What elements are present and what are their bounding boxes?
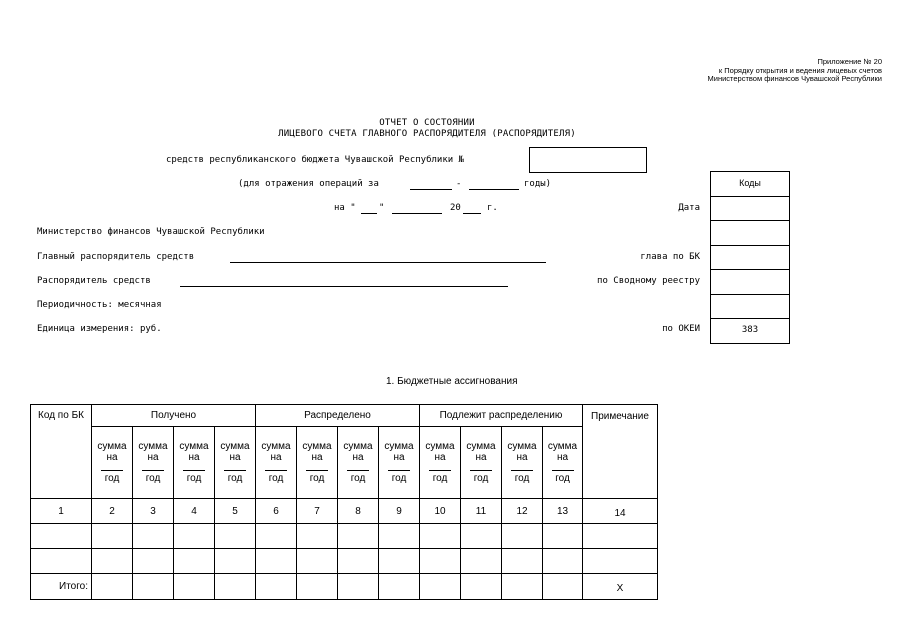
col-number: 5 xyxy=(215,499,256,524)
date-year-prefix: 20 xyxy=(450,203,461,213)
codes-empty-cell[interactable] xyxy=(711,221,789,246)
col-number: 1 xyxy=(31,499,92,524)
unit-label: Единица измерения: руб. xyxy=(37,324,162,334)
date-day-field[interactable] xyxy=(361,203,377,214)
table-cell[interactable] xyxy=(133,524,174,549)
date-prefix: на " xyxy=(334,203,356,213)
table-cell[interactable] xyxy=(379,549,420,574)
sub-header-6: сумма на год xyxy=(256,427,297,499)
sub-header-8: сумма на год xyxy=(338,427,379,499)
col-number: 11 xyxy=(461,499,502,524)
col-number: 7 xyxy=(297,499,338,524)
appendix-note xyxy=(708,58,882,84)
table-cell[interactable] xyxy=(92,574,133,600)
table-cell[interactable] xyxy=(543,524,583,549)
codes-registry-cell[interactable] xyxy=(711,270,789,295)
sub-header-12: сумма на год xyxy=(502,427,543,499)
group-received: Получено xyxy=(92,405,256,427)
group-to-distribute: Подлежит распределению xyxy=(420,405,583,427)
sub-header-4: сумма на год xyxy=(174,427,215,499)
table-cell[interactable] xyxy=(31,524,92,549)
manager-label: Распорядитель средств xyxy=(37,276,151,286)
date-year-field[interactable] xyxy=(463,203,481,214)
main-manager-field[interactable] xyxy=(230,252,546,263)
table-cell[interactable] xyxy=(174,524,215,549)
col-number: 2 xyxy=(92,499,133,524)
codes-header: Коды xyxy=(711,172,789,197)
title-line-1: ОТЧЕТ О СОСТОЯНИИ xyxy=(379,118,475,128)
column-number-row xyxy=(31,499,658,524)
period-dash: - xyxy=(456,179,462,189)
table-cell[interactable] xyxy=(461,574,502,600)
table-cell[interactable] xyxy=(543,549,583,574)
sub-header-9: сумма на год xyxy=(379,427,420,499)
table-cell[interactable] xyxy=(297,549,338,574)
codes-okei-label: по ОКЕИ xyxy=(662,324,700,334)
codes-registry-label: по Сводному реестру xyxy=(597,276,700,286)
appendix-line-2: к Порядку открытия и ведения лицевых счетов xyxy=(718,65,882,75)
period-close: годы) xyxy=(524,179,552,189)
period-open: (для отражения операций за xyxy=(238,179,379,189)
table-cell[interactable] xyxy=(256,549,297,574)
codes-date-label: Дата xyxy=(678,203,700,213)
sub-header-7: сумма на год xyxy=(297,427,338,499)
table-cell[interactable] xyxy=(256,524,297,549)
col-number: 6 xyxy=(256,499,297,524)
date-suffix: г. xyxy=(487,203,498,213)
total-row xyxy=(31,574,658,600)
col-number: 14 xyxy=(583,499,658,524)
table-cell[interactable] xyxy=(133,549,174,574)
total-label: Итого: xyxy=(31,574,92,600)
table-cell[interactable] xyxy=(379,524,420,549)
col-bk-header: Код по БК xyxy=(31,405,92,499)
codes-date-cell[interactable] xyxy=(711,197,789,222)
table-cell[interactable] xyxy=(133,574,174,600)
table-cell[interactable] xyxy=(461,549,502,574)
table-cell[interactable] xyxy=(174,574,215,600)
table-cell[interactable] xyxy=(92,524,133,549)
codes-periodicity-cell[interactable] xyxy=(711,295,789,320)
header-row-groups xyxy=(31,405,658,427)
table-cell[interactable] xyxy=(461,524,502,549)
table-cell[interactable] xyxy=(502,574,543,600)
appendix-line-1: Приложение № 20 xyxy=(817,57,882,66)
sub-header-3: сумма на год xyxy=(133,427,174,499)
date-quote: " xyxy=(379,203,385,213)
codes-box xyxy=(710,171,790,344)
table-cell[interactable] xyxy=(583,549,658,574)
table-cell[interactable] xyxy=(543,574,583,600)
table-cell[interactable] xyxy=(379,574,420,600)
codes-bk-cell[interactable] xyxy=(711,246,789,271)
col-number: 3 xyxy=(133,499,174,524)
table-row xyxy=(31,524,658,549)
table-cell[interactable] xyxy=(502,524,543,549)
funds-label: средств республиканского бюджета Чувашской Республики № xyxy=(166,155,465,165)
sub-header-2: сумма на год xyxy=(92,427,133,499)
table-cell[interactable] xyxy=(215,524,256,549)
table-cell[interactable] xyxy=(502,549,543,574)
codes-okei-cell: 383 xyxy=(711,319,789,344)
col-number: 4 xyxy=(174,499,215,524)
header-row-sub xyxy=(31,427,658,499)
table-row xyxy=(31,549,658,574)
table-cell[interactable] xyxy=(420,549,461,574)
table-cell[interactable] xyxy=(338,549,379,574)
col-note-header: Примечание xyxy=(583,405,658,499)
col-number: 10 xyxy=(420,499,461,524)
table-cell[interactable] xyxy=(92,549,133,574)
sub-header-11: сумма на год xyxy=(461,427,502,499)
budget-allocations-table xyxy=(30,404,658,600)
table-cell[interactable] xyxy=(256,574,297,600)
period-end-field[interactable] xyxy=(469,179,519,190)
table-cell[interactable] xyxy=(420,574,461,600)
col-number: 13 xyxy=(543,499,583,524)
table-cell[interactable] xyxy=(215,549,256,574)
account-number-field[interactable] xyxy=(529,147,647,173)
sub-header-13: сумма на год xyxy=(543,427,583,499)
date-month-field[interactable] xyxy=(392,203,442,214)
table-cell[interactable] xyxy=(338,524,379,549)
appendix-line-3: Министерством финансов Чувашской Республики xyxy=(707,74,882,84)
table-cell[interactable] xyxy=(297,574,338,600)
section-title: 1. Бюджетные ассигнования xyxy=(386,376,518,387)
codes-bk-label: глава по БК xyxy=(640,252,700,262)
total-note: Х xyxy=(583,574,658,600)
table-cell[interactable] xyxy=(338,574,379,600)
table-cell[interactable] xyxy=(583,524,658,549)
ministry-label: Министерство финансов Чувашской Республики xyxy=(37,227,265,237)
main-manager-label: Главный распорядитель средств xyxy=(37,252,195,262)
col-number: 12 xyxy=(502,499,543,524)
table-cell[interactable] xyxy=(297,524,338,549)
table-cell[interactable] xyxy=(174,549,215,574)
col-number: 9 xyxy=(379,499,420,524)
report-title xyxy=(0,118,879,140)
periodicity-label: Периодичность: месячная xyxy=(37,300,162,310)
group-distributed: Распределено xyxy=(256,405,420,427)
period-start-field[interactable] xyxy=(410,179,452,190)
sub-header-5: сумма на год xyxy=(215,427,256,499)
manager-field[interactable] xyxy=(180,276,508,287)
col-number: 8 xyxy=(338,499,379,524)
table-cell[interactable] xyxy=(420,524,461,549)
table-cell[interactable] xyxy=(215,574,256,600)
sub-header-10: сумма на год xyxy=(420,427,461,499)
title-line-2: ЛИЦЕВОГО СЧЕТА ГЛАВНОГО РАСПОРЯДИТЕЛЯ (РАСПОРЯДИТЕЛЯ) xyxy=(278,129,576,139)
table-cell[interactable] xyxy=(31,549,92,574)
